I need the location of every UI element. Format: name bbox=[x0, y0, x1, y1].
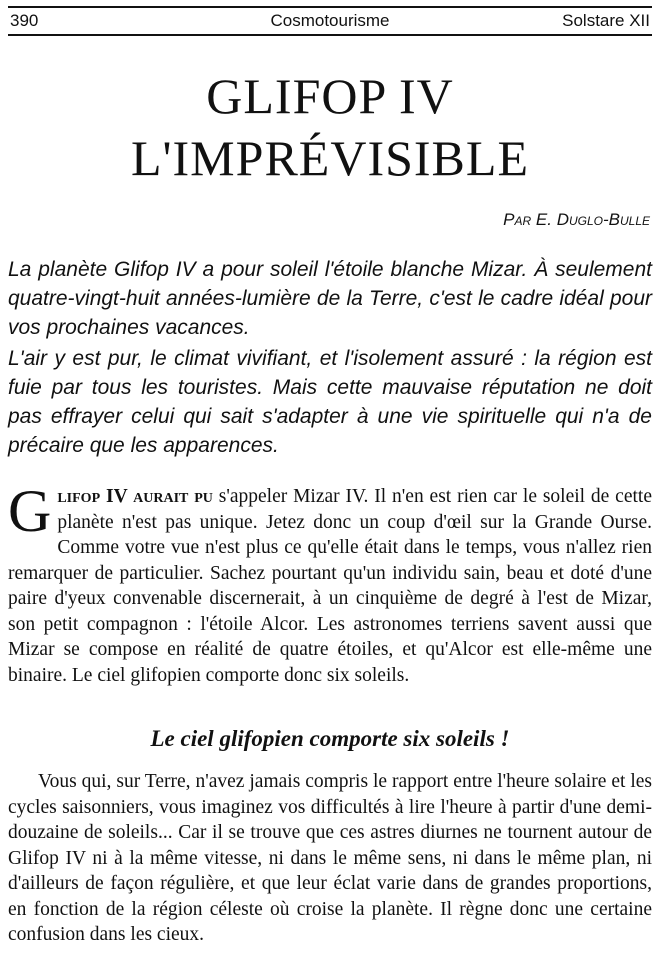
intro-paragraph-1: La planète Glifop IV a pour soleil l'étoile blanche Mizar. À seulement quatre-vingt-huit années-lumière de la Terre, c'est le cadre idéal pour vos prochaines vacances. bbox=[8, 258, 652, 339]
intro-paragraph-2: L'air y est pur, le climat vivifiant, et l'isolement assuré : la région est fuie par tous les touristes. Mais cette mauvaise réputation ne doit pas effrayer celui qui sait s'adapter à une vie spirituelle qui n'a de précaire que les apparences. bbox=[8, 347, 652, 457]
article-title-line-1: GLIFOP IV bbox=[206, 68, 454, 124]
body-paragraph-1-text: s'appeler Mizar IV. Il n'en est rien car le soleil de cette planète n'est pas unique. Jetez donc un coup d'œil sur la Grande Ourse. Comme votre vue n'est plus ce qu'elle était dans le temps, vous n'allez rien remarquer de particulier. Sachez pourtant qu'un individu sain, beau et doté d'une paire d'yeux convenable discernerait, à un cinquième de degré à l'est de Mizar, son petit compagnon : l'étoile Alcor. Les astronomes terriens savent aussi que Mizar se compose en réalité de quatre étoiles, et qu'Alcor est elle-même une binaire. Le ciel glifopien comporte donc six soleils. bbox=[8, 486, 652, 686]
section-title: Cosmotourisme bbox=[270, 11, 390, 30]
drop-cap: G bbox=[8, 478, 52, 544]
byline: Par E. Duglo-Bulle bbox=[503, 210, 650, 229]
lead-in: lifop IV aurait pu bbox=[57, 486, 213, 507]
page-number: 390 bbox=[10, 11, 39, 30]
section-subheading: Le ciel glifopien comporte six soleils ! bbox=[150, 726, 510, 751]
body-paragraph-2: Vous qui, sur Terre, n'avez jamais compris le rapport entre l'heure solaire et les cycles saisonniers, vous imaginez vos difficultés à lire l'heure à partir d'une demi-douzaine de soleils... Car il se trouve que ces astres diurnes ne tournent autour de Glifop IV ni à la même vitesse, ni dans le même sens, ni dans le même plan, ni d'ailleurs de façon régulière, et que leur éclat varie dans de grandes proportions, en fonction de la région céleste où croise la planète. Il règne donc une certaine confusion dans les cieux. bbox=[8, 771, 652, 945]
body-paragraph-1 bbox=[8, 478, 652, 688]
article-title-line-2: L'IMPRÉVISIBLE bbox=[130, 130, 529, 186]
issue-label: Solstare XII bbox=[562, 11, 650, 30]
running-header bbox=[8, 6, 652, 36]
